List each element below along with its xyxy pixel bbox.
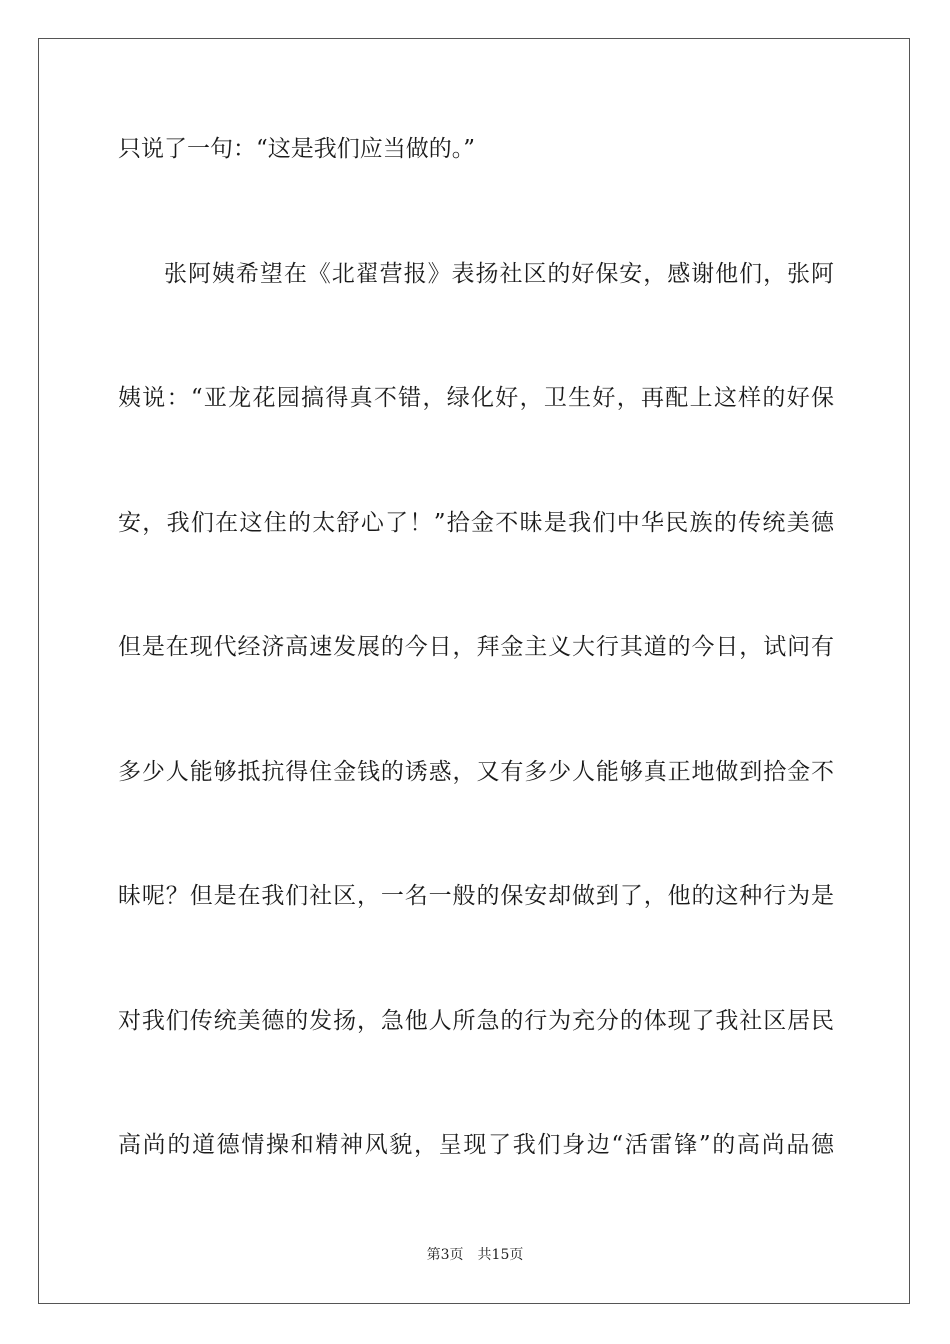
page-number: 第3页 [426, 1247, 464, 1263]
text-line-8: 对我们传统美德的发扬，急他人所急的行为充分的体现了我社区居民 [118, 1008, 834, 1034]
text-line-9: 高尚的道德情操和精神风貌，呈现了我们身边“活雷锋”的高尚品德 [118, 1132, 834, 1158]
text-line-7: 昧呢？但是在我们社区，一名一般的保安却做到了，他的这种行为是 [118, 883, 834, 909]
text-line-3: 姨说：“亚龙花园搞得真不错，绿化好，卫生好，再配上这样的好保 [118, 385, 834, 411]
text-line-2: 张阿姨希望在《北翟营报》表扬社区的好保安，感谢他们，张阿 [164, 261, 834, 287]
page-total: 共15页 [477, 1247, 524, 1263]
text-line-4: 安，我们在这住的太舒心了！”拾金不昧是我们中华民族的传统美德 [118, 510, 834, 536]
text-line-6: 多少人能够抵抗得住金钱的诱惑，又有多少人能够真正地做到拾金不 [118, 759, 834, 785]
text-line-5: 但是在现代经济高速发展的今日，拜金主义大行其道的今日，试问有 [118, 634, 834, 660]
text-line-1: 只说了一句：“这是我们应当做的。” [118, 136, 476, 162]
page-border [38, 38, 910, 1304]
page-footer [0, 1246, 950, 1264]
